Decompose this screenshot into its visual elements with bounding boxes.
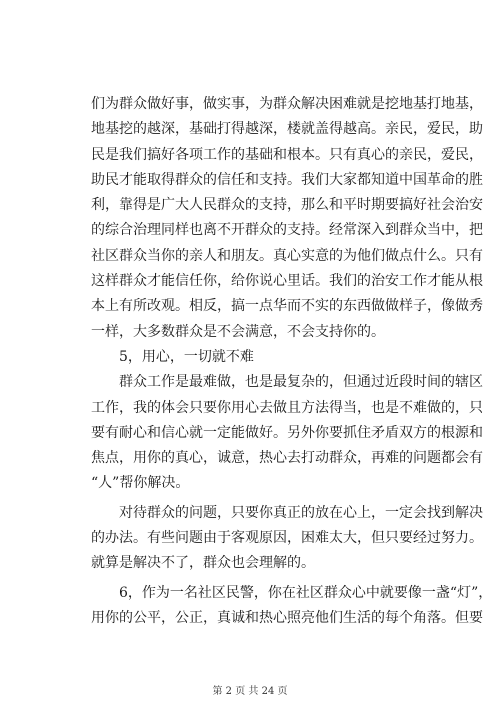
text-line: 助民才能取得群众的信任和支持。我们大家都知道中国革命的胜 xyxy=(91,171,483,188)
text-line: 社区群众当你的亲人和朋友。真心实意的为他们做点什么。只有 xyxy=(91,247,483,264)
text-line: 一样，大多数群众是不会满意，不会支持你的。 xyxy=(91,323,385,340)
text-line: 要有耐心和信心就一定能做好。另外你要抓住矛盾双方的根源和 xyxy=(91,424,483,441)
body-text xyxy=(91,92,493,631)
text-line: 就算是解决不了，群众也会理解的。 xyxy=(91,555,315,572)
text-line: “人”帮你解决。 xyxy=(91,475,190,492)
text-line: 这样群众才能信任你，给你说心里话。我们的治安工作才能从根 xyxy=(91,273,483,290)
text-line: 群众工作是最难做，也是最复杂的，但通过近段时间的辖区 xyxy=(119,374,483,391)
section-heading: 5，用心，一切就不难 xyxy=(119,348,254,365)
text-line: 民是我们搞好各项工作的基础和根本。只有真心的亲民，爱民， xyxy=(91,146,483,163)
text-line: 工作，我的体会只要你用心去做且方法得当，也是不难做的，只 xyxy=(91,399,483,416)
text-line: 利，靠得是广大人民群众的支持，那么和平时期要搞好社会治安 xyxy=(91,197,483,214)
text-line: 对待群众的问题，只要你真正的放在心上，一定会找到解决 xyxy=(119,504,483,521)
text-line: 们为群众做好事，做实事，为群众解决困难就是挖地基打地基， xyxy=(91,96,483,112)
text-line: 地基挖的越深，基础打得越深，楼就盖得越高。亲民，爱民，助 xyxy=(91,121,483,138)
text-line: 用你的公平，公正，真诚和热心照亮他们生活的每个角落。但要 xyxy=(91,609,483,626)
text-line: 焦点，用你的真心，诚意，热心去打动群众，再难的问题都会有 xyxy=(91,450,483,467)
text-line: 的综合治理同样也离不开群众的支持。经常深入到群众当中，把 xyxy=(91,222,483,239)
text-line: 的办法。有些问题由于客观原因，困难太大，但只要经过努力。 xyxy=(91,530,483,547)
text-line: 6，作为一名社区民警，你在社区群众心中就要像一盏“灯”， xyxy=(119,584,493,601)
page-footer: 第 2 页 共 24 页 xyxy=(212,686,288,697)
text-line: 本上有所改观。相反，搞一点华而不实的东西做做样子，像做秀 xyxy=(91,298,483,315)
